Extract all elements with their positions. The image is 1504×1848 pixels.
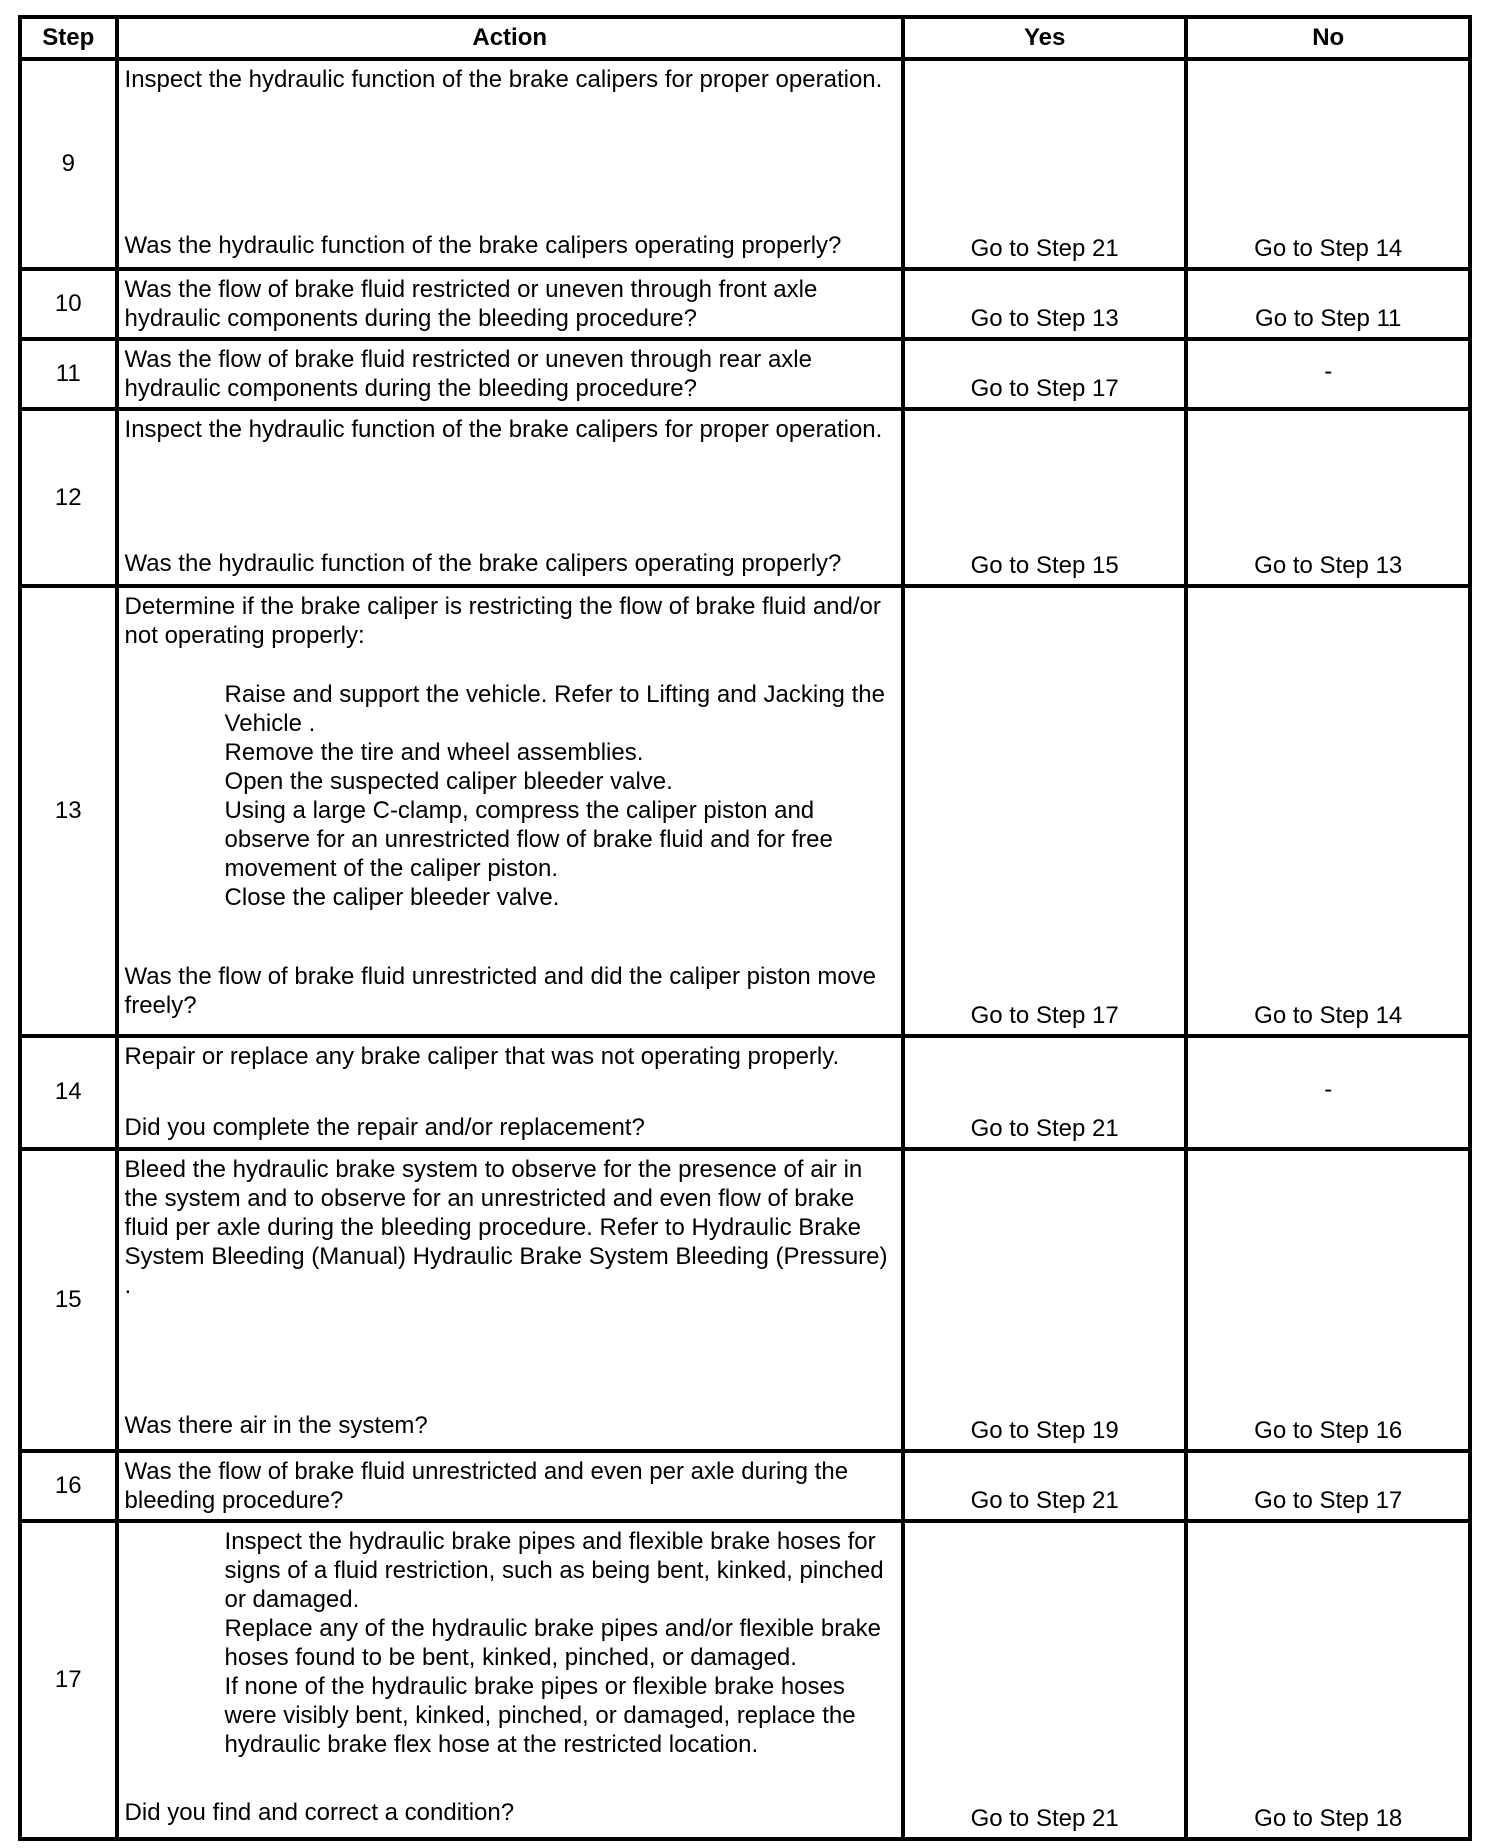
yes-cell: Go to Step 21	[903, 1521, 1187, 1839]
action-cell	[117, 1149, 903, 1452]
no-cell: Go to Step 18	[1186, 1521, 1470, 1839]
question-text: Was there air in the system?	[124, 1411, 428, 1439]
header-row	[20, 17, 1470, 59]
substep-item: Raise and support the vehicle. Refer to Lifting and Jacking the Vehicle .	[224, 681, 885, 738]
question-text: Was the flow of brake fluid restricted or uneven through rear axle hydraulic components during the bleeding procedure?	[124, 346, 812, 403]
step-number: 10	[20, 269, 117, 339]
substep-item: Inspect the hydraulic brake pipes and flexible brake hoses for signs of a fluid restriction, such as being bent, kinked, pinched or damaged.	[224, 1527, 884, 1613]
substep-item: Replace any of the hydraulic brake pipes and/or flexible brake hoses found to be bent, kinked, pinched, or damaged.	[224, 1614, 881, 1671]
substep-item: Using a large C-clamp, compress the caliper piston and observe for an unrestricted flow of brake fluid and for free movement of the caliper piston.	[224, 797, 833, 883]
action-text: Inspect the hydraulic function of the brake calipers for proper operation.	[124, 66, 883, 93]
table-row	[20, 1036, 1470, 1149]
no-cell: Go to Step 13	[1186, 409, 1470, 586]
yes-cell: Go to Step 21	[903, 59, 1187, 269]
action-text: Bleed the hydraulic brake system to observe for the presence of air in the system and to observe for an unrestricted and even flow of brake fluid per axle during the bleeding procedure. Refer to Hydraulic Brake System Bleeding (Manual) Hydraulic Brake System Bleeding (Pressure) .	[124, 1155, 888, 1299]
step-number: 9	[20, 59, 117, 269]
step-number: 16	[20, 1451, 117, 1521]
yes-cell: Go to Step 21	[903, 1036, 1187, 1149]
yes-cell: Go to Step 17	[903, 586, 1187, 1035]
header-yes: Yes	[903, 17, 1187, 59]
question-text: Was the flow of brake fluid unrestricted and even per axle during the bleeding procedure?	[124, 1458, 849, 1515]
no-cell: Go to Step 14	[1186, 586, 1470, 1035]
question-text: Was the hydraulic function of the brake calipers operating properly?	[124, 232, 842, 259]
yes-cell: Go to Step 19	[903, 1149, 1187, 1452]
action-text: Repair or replace any brake caliper that was not operating properly.	[124, 1042, 840, 1070]
substep-item: If none of the hydraulic brake pipes or flexible brake hoses were visibly bent, kinked, pinched, or damaged, replace the hydraulic brake flex hose at the restricted location.	[224, 1672, 856, 1758]
yes-cell: Go to Step 17	[903, 339, 1187, 409]
no-cell: -	[1186, 339, 1470, 409]
header-no: No	[1186, 17, 1470, 59]
action-cell	[117, 1036, 903, 1149]
table-row	[20, 339, 1470, 409]
action-cell	[117, 59, 903, 269]
question-text: Did you find and correct a condition?	[124, 1798, 515, 1826]
step-number: 14	[20, 1036, 117, 1149]
question-text: Was the flow of brake fluid unrestricted and did the caliper piston move freely?	[124, 963, 877, 1020]
header-action: Action	[117, 17, 903, 59]
action-cell	[117, 339, 903, 409]
table-row	[20, 586, 1470, 1035]
yes-cell: Go to Step 15	[903, 409, 1187, 586]
question-text: Did you complete the repair and/or replacement?	[124, 1113, 645, 1141]
question-text: Was the hydraulic function of the brake calipers operating properly?	[124, 549, 842, 577]
step-number: 17	[20, 1521, 117, 1839]
no-cell: Go to Step 14	[1186, 59, 1470, 269]
action-cell	[117, 409, 903, 586]
no-cell: Go to Step 17	[1186, 1451, 1470, 1521]
table-row	[20, 59, 1470, 269]
table-row	[20, 1149, 1470, 1452]
no-cell: Go to Step 11	[1186, 269, 1470, 339]
substep-item: Close the caliper bleeder valve.	[224, 884, 560, 912]
table-row	[20, 269, 1470, 339]
action-cell	[117, 586, 903, 1035]
substep-item: Remove the tire and wheel assemblies.	[224, 739, 644, 767]
step-number: 12	[20, 409, 117, 586]
action-text: Inspect the hydraulic function of the brake calipers for proper operation.	[124, 415, 883, 443]
action-cell	[117, 1451, 903, 1521]
table-row	[20, 409, 1470, 586]
substep-list	[125, 1527, 895, 1759]
action-cell	[117, 1521, 903, 1839]
header-step: Step	[20, 17, 117, 59]
substep-list	[125, 680, 895, 912]
action-text: Determine if the brake caliper is restricting the flow of brake fluid and/or not operating properly:	[124, 593, 881, 650]
no-cell: Go to Step 16	[1186, 1149, 1470, 1452]
step-number: 13	[20, 586, 117, 1035]
question-text: Was the flow of brake fluid restricted or uneven through front axle hydraulic components during the bleeding procedure?	[124, 276, 818, 333]
step-number: 11	[20, 339, 117, 409]
diagnostic-table	[18, 15, 1472, 1841]
step-number: 15	[20, 1149, 117, 1452]
yes-cell: Go to Step 21	[903, 1451, 1187, 1521]
no-cell: -	[1186, 1036, 1470, 1149]
table-row	[20, 1521, 1470, 1839]
table-row	[20, 1451, 1470, 1521]
yes-cell: Go to Step 13	[903, 269, 1187, 339]
action-cell	[117, 269, 903, 339]
substep-item: Open the suspected caliper bleeder valve.	[224, 768, 673, 796]
